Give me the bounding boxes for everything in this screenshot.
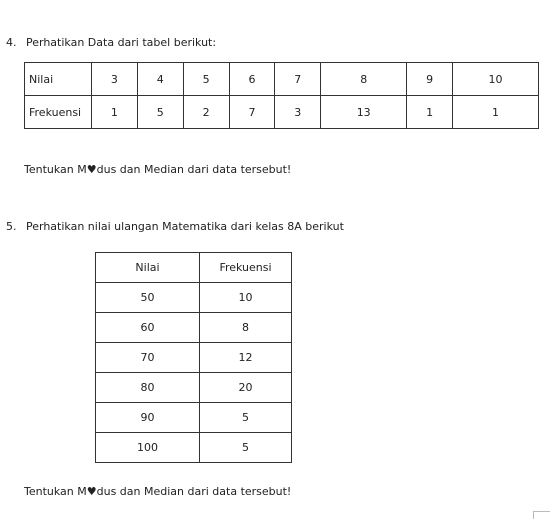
question-5-title bbox=[6, 220, 344, 233]
table-cell: 60 bbox=[96, 313, 200, 343]
table-cell: 80 bbox=[96, 373, 200, 403]
table-row-nilai bbox=[25, 63, 539, 96]
frequency-table-q5 bbox=[95, 252, 292, 463]
table-cell: 20 bbox=[200, 373, 292, 403]
table-cell: 6 bbox=[229, 63, 275, 96]
table-cell: 13 bbox=[321, 96, 407, 129]
table-header-row bbox=[96, 253, 292, 283]
frequency-table-q4 bbox=[24, 62, 539, 129]
row-label: Frekuensi bbox=[25, 96, 92, 129]
table-cell: 90 bbox=[96, 403, 200, 433]
table-cell: 5 bbox=[200, 433, 292, 463]
table-row bbox=[96, 313, 292, 343]
question-5-instruction: Tentukan M♥dus dan Median dari data tersebut! bbox=[24, 485, 292, 498]
question-4-title bbox=[6, 36, 216, 49]
table-row bbox=[96, 433, 292, 463]
table-cell: 50 bbox=[96, 283, 200, 313]
table-cell: 70 bbox=[96, 343, 200, 373]
table-cell: 5 bbox=[200, 403, 292, 433]
table-row bbox=[96, 283, 292, 313]
table-cell: 7 bbox=[229, 96, 275, 129]
table-cell: 9 bbox=[407, 63, 453, 96]
table-cell: 12 bbox=[200, 343, 292, 373]
table-cell: 4 bbox=[137, 63, 183, 96]
table-cell: 5 bbox=[137, 96, 183, 129]
question-5-text: Perhatikan nilai ulangan Matematika dari kelas 8A berikut bbox=[26, 220, 344, 233]
table-row-frekuensi bbox=[25, 96, 539, 129]
table-cell: 1 bbox=[92, 96, 138, 129]
question-5-number: 5. bbox=[6, 220, 17, 233]
table-cell: 7 bbox=[275, 63, 321, 96]
page-corner-marker bbox=[533, 511, 550, 519]
table-cell: 1 bbox=[453, 96, 539, 129]
table-cell: 100 bbox=[96, 433, 200, 463]
column-header-nilai: Nilai bbox=[96, 253, 200, 283]
question-4-number: 4. bbox=[6, 36, 17, 49]
row-label: Nilai bbox=[25, 63, 92, 96]
table-cell: 2 bbox=[183, 96, 229, 129]
table-cell: 5 bbox=[183, 63, 229, 96]
column-header-frekuensi: Frekuensi bbox=[200, 253, 292, 283]
table-row bbox=[96, 403, 292, 433]
question-4-text: Perhatikan Data dari tabel berikut: bbox=[26, 36, 217, 49]
table-cell: 8 bbox=[321, 63, 407, 96]
table-cell: 3 bbox=[275, 96, 321, 129]
table-row bbox=[96, 343, 292, 373]
table-cell: 10 bbox=[200, 283, 292, 313]
table-row bbox=[96, 373, 292, 403]
table-cell: 10 bbox=[453, 63, 539, 96]
table-cell: 8 bbox=[200, 313, 292, 343]
table-cell: 3 bbox=[92, 63, 138, 96]
table-cell: 1 bbox=[407, 96, 453, 129]
question-4-instruction: Tentukan M♥dus dan Median dari data tersebut! bbox=[24, 163, 292, 176]
